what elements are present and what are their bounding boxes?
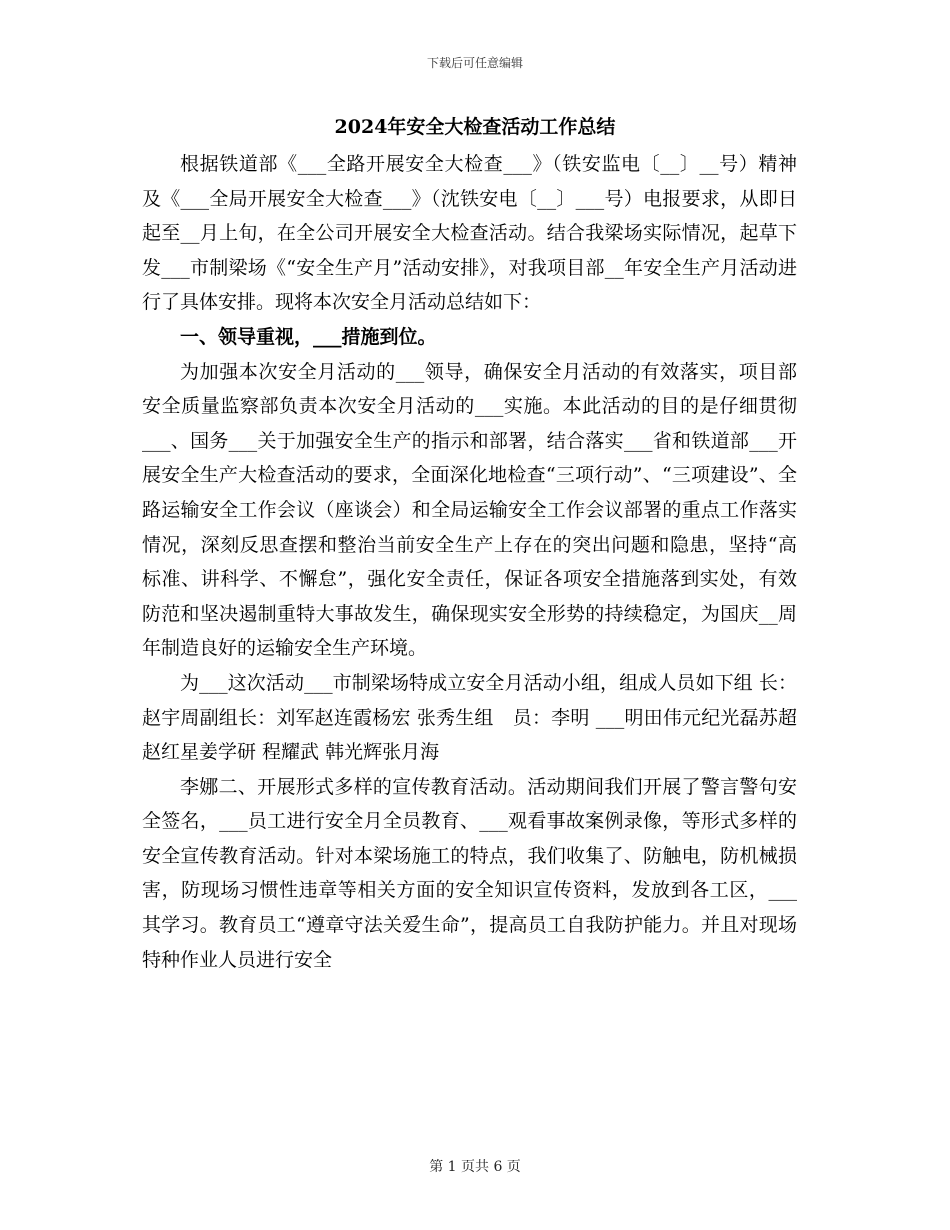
paragraph-team: 为___这次活动___市制梁场特成立安全月活动小组，组成人员如下组 长：赵宇周副组长：刘军赵连霞杨宏 张秀生组 员：李明 ___明田伟元纪光磊苏超 赵红星姜学研 程耀武 韩光辉张月海 xyxy=(142,671,797,764)
document-title: 2024年安全大检查活动工作总结 xyxy=(334,116,616,138)
paragraph-education: 李娜二、开展形式多样的宣传教育活动。活动期间我们开展了警言警句安全签名，___员工进行安全月全员教育、___观看事故案例录像，等形式多样的安全宣传教育活动。针对本梁场施工的特点，我们收集了、防触电，防机械损害，防现场习惯性违章等相关方面的安全知识宣传资料，发放到各工区，___其学习。教育员工“遵章守法关爱生命”，提高员工自我防护能力。并且对现场特种作业人员进行安全 xyxy=(142,775,797,971)
paragraph-leadership: 为加强本次安全月活动的___领导，确保安全月活动的有效落实，项目部安全质量监察部负责本次安全月活动的___实施。本此活动的目的是仔细贯彻___、国务___关于加强安全生产的指示和部署，结合落实___省和铁道部___开展安全生产大检查活动的要求，全面深化地检查“三项行动”、“三项建设”、全路运输安全工作会议（座谈会）和全局运输安全工作会议部署的重点工作落实情况，深刻反思查摆和整治当前安全生产上存在的突出问题和隐患，坚持“高标准、讲科学、不懈怠”，强化安全责任，保证各项安全措施落到实处，有效防范和坚决遏制重特大事故发生，确保现实安全形势的持续稳定，为国庆__周年制造良好的运输安全生产环境。 xyxy=(142,360,797,660)
paragraph-intro: 根据铁道部《___全路开展安全大检查___》（铁安监电〔__〕__号）精神及《___全局开展安全大检查___》（沈铁安电〔__〕___号）电报要求，从即日起至__月上旬，在全公司开展安全大检查活动。结合我梁场实际情况，起草下发___市制梁场《“安全生产月”活动安排》，对我项目部__年安全生产月活动进行了具体安排。现将本次安全月活动总结如下： xyxy=(142,153,797,314)
section-heading-1: 一、领导重视，___措施到位。 xyxy=(180,325,437,348)
page-footer xyxy=(0,1156,950,1176)
page-number: 第 1 页共 6 页 xyxy=(429,1159,521,1175)
header-note: 下载后可任意编辑 xyxy=(426,56,523,70)
document-body xyxy=(142,147,797,977)
